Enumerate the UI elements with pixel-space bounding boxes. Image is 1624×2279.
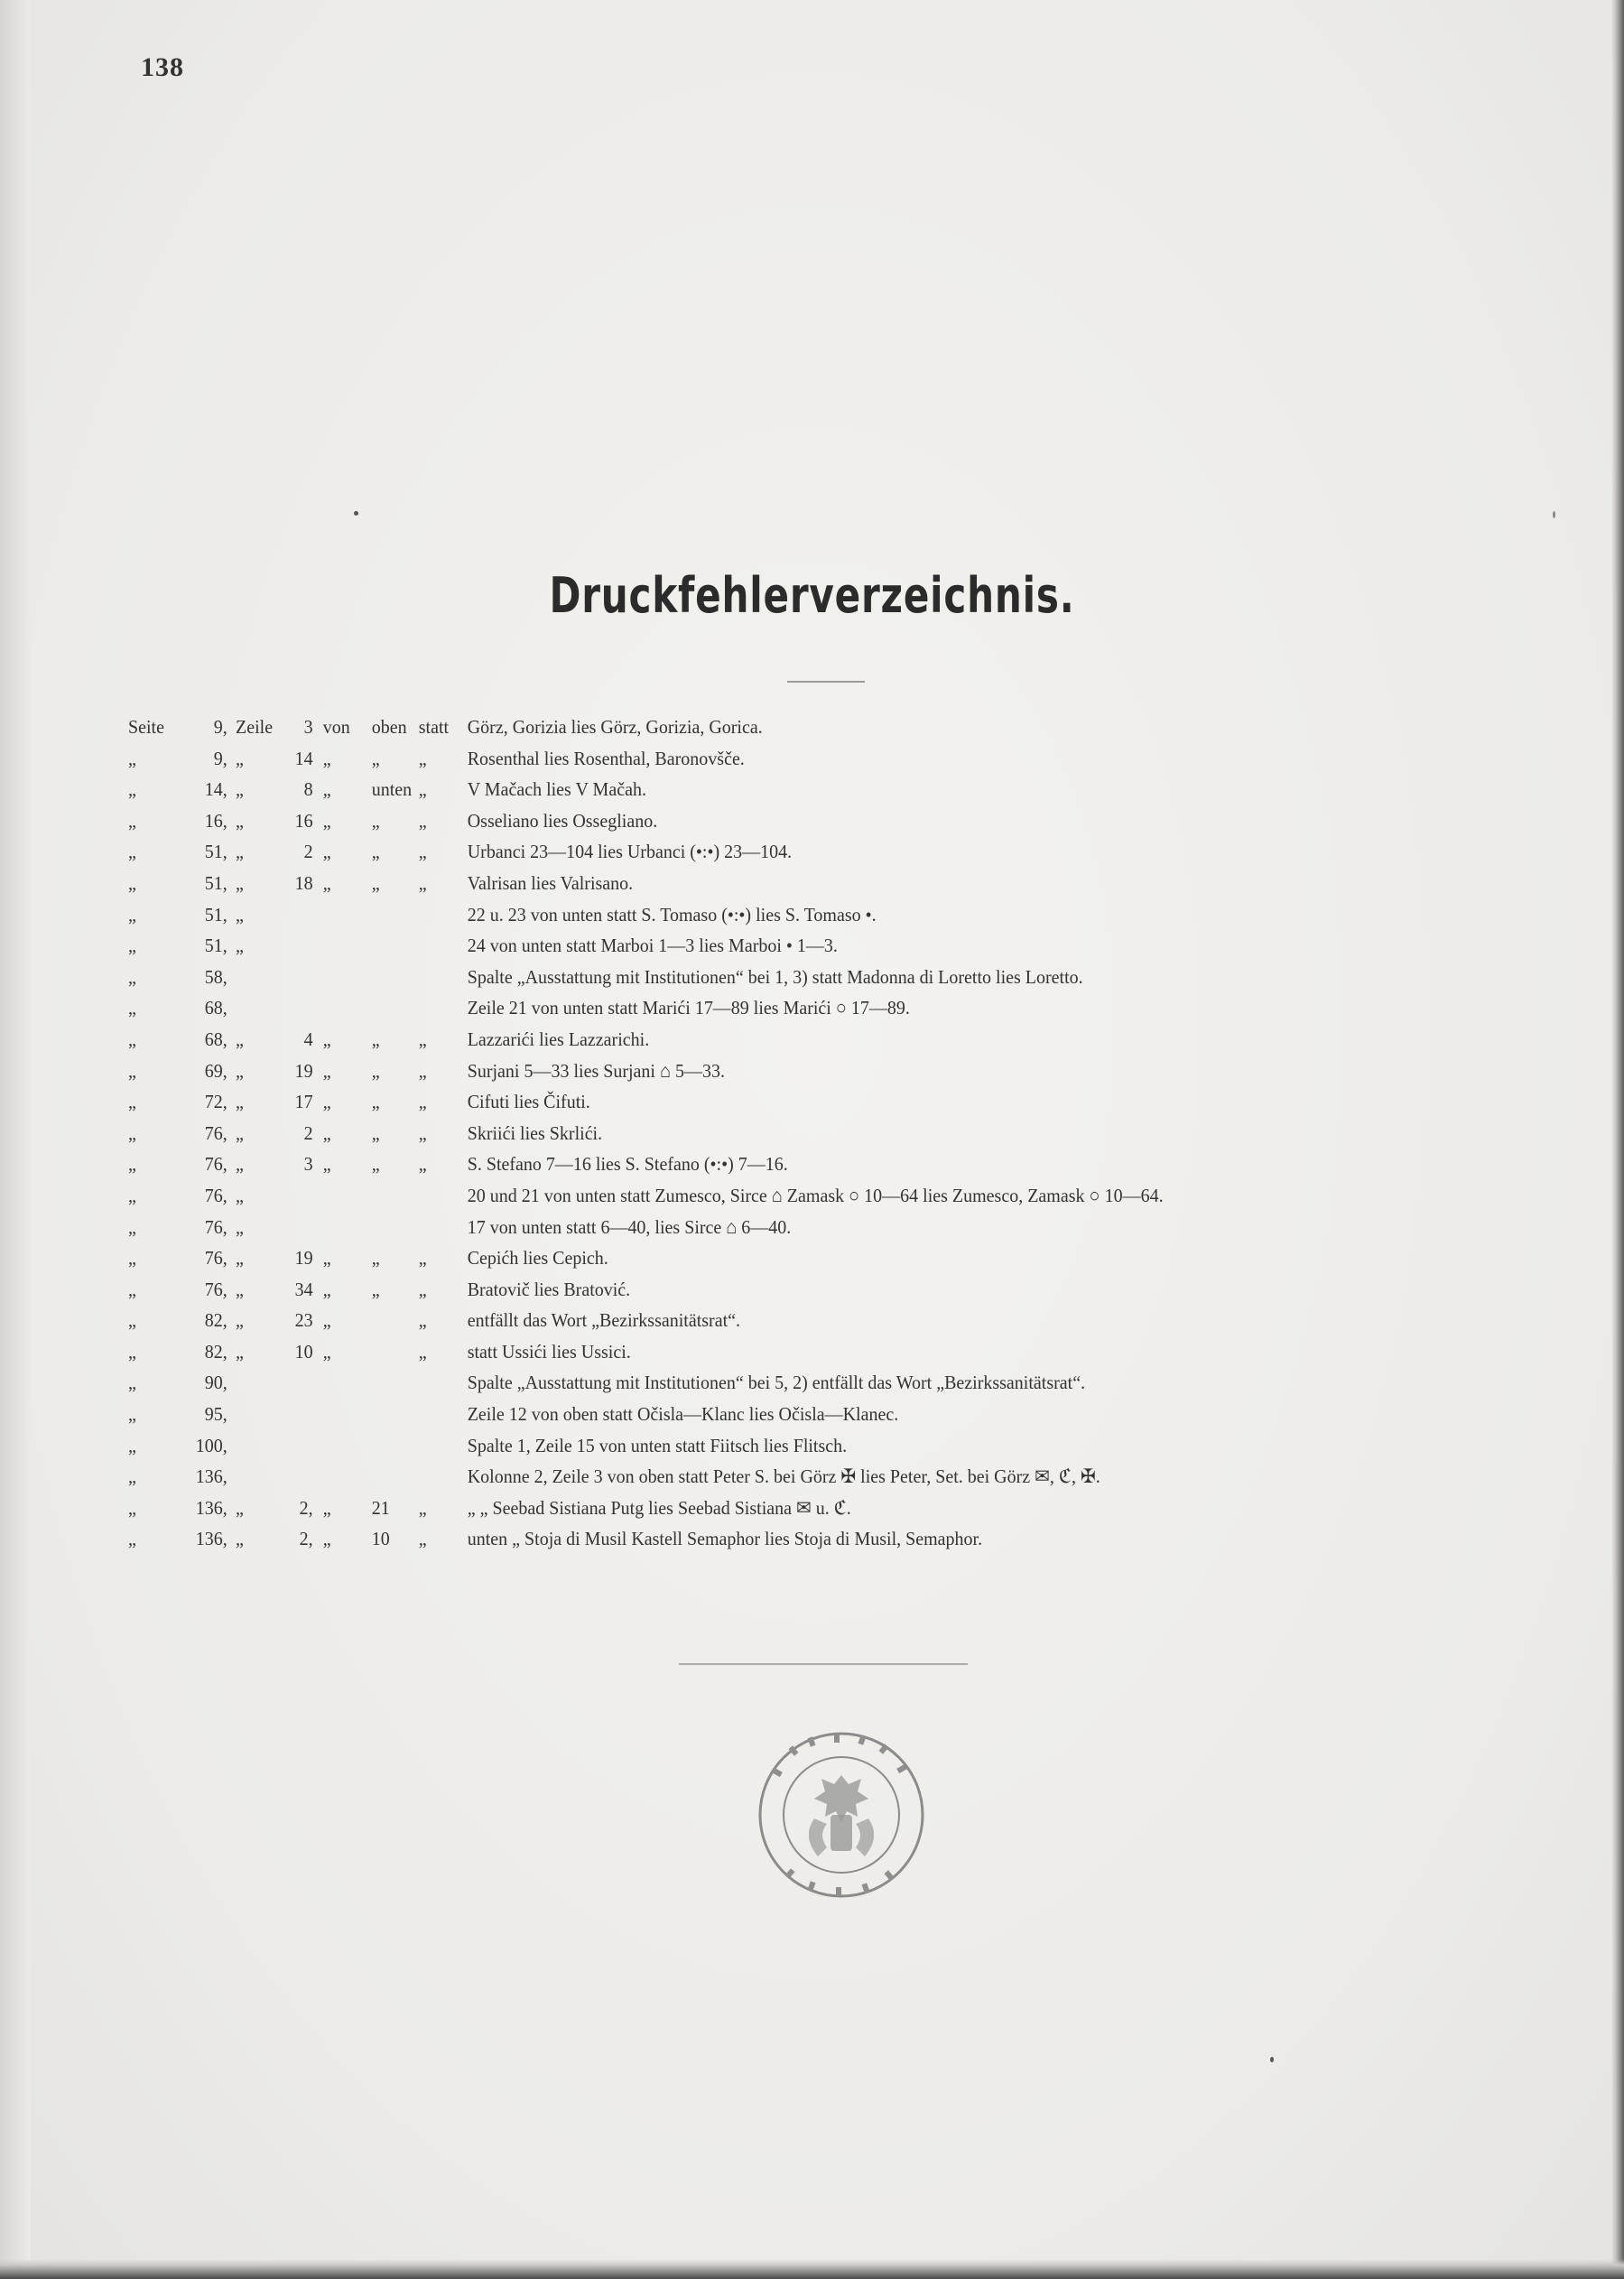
entry-c1: „ — [128, 809, 136, 832]
entry-correction-text: Spalte „Ausstattung mit Institutionen“ bei 1, 3) statt Madonna di Loretto lies Loretto. — [467, 965, 1083, 988]
entry-c3: „ — [236, 1278, 244, 1300]
entry-c1: „ — [128, 1528, 136, 1550]
errata-entry — [128, 1461, 1321, 1493]
entry-correction-text: entfällt das Wort „Bezirkssanitätsrat“. — [467, 1309, 741, 1332]
entry-correction-text: Spalte 1, Zeile 15 von unten statt Fiitsch lies Flitsch. — [467, 1434, 848, 1456]
entry-c5: „ — [322, 871, 331, 894]
entry-c1: „ — [128, 1465, 136, 1488]
entry-c7: „ — [418, 1121, 427, 1144]
errata-entry — [128, 774, 1321, 805]
entry-c5 — [323, 1212, 372, 1243]
entry-c7: statt — [418, 716, 450, 738]
entry-c6: „ — [371, 871, 380, 894]
entry-c3 — [236, 1461, 278, 1493]
entry-correction-text: S. Stefano 7—16 lies S. Stefano (•:•) 7—16. — [467, 1153, 788, 1176]
entry-c1: „ — [128, 1403, 136, 1426]
entry-c2: 72, — [204, 1091, 227, 1113]
entry-correction-text: 20 und 21 von unten statt Zumesco, Sirce ⌂ Zamask ○ 10—64 lies Zumesco, Zamask ○ 10—64. — [467, 1184, 1164, 1206]
entry-c2: 90, — [204, 1372, 227, 1394]
entry-c3 — [236, 1367, 278, 1399]
errata-entry — [128, 1024, 1321, 1056]
entry-c2: 68, — [204, 1028, 227, 1050]
errata-entry — [128, 1056, 1321, 1087]
entry-c7: „ — [418, 1028, 427, 1050]
entry-c7 — [419, 1430, 468, 1462]
errata-entry — [128, 805, 1321, 837]
entry-correction-text: Valrisan lies Valrisano. — [467, 871, 634, 894]
entry-c6 — [372, 930, 419, 962]
entry-c5: „ — [322, 1247, 331, 1270]
entry-c7 — [419, 1180, 468, 1212]
entry-c3: „ — [236, 1247, 244, 1270]
entry-c2: 95, — [204, 1403, 227, 1426]
entry-c2: 51, — [204, 903, 227, 926]
entry-c6 — [372, 1367, 419, 1399]
entry-c4 — [278, 1461, 323, 1493]
entry-c6: unten — [371, 778, 413, 801]
entry-c4: 2 — [303, 841, 313, 863]
entry-c4 — [278, 1180, 323, 1212]
entry-c4: 19 — [294, 1059, 313, 1082]
entry-c1: „ — [128, 1309, 136, 1332]
entry-c3: „ — [236, 1091, 244, 1113]
entry-c7: „ — [418, 809, 427, 832]
entry-c3: „ — [236, 1215, 244, 1238]
entry-c4: 4 — [303, 1028, 313, 1050]
entry-c6 — [372, 992, 419, 1024]
entry-c2: 76, — [204, 1184, 227, 1206]
entry-c5: von — [322, 716, 350, 738]
entry-c7 — [419, 899, 468, 931]
entry-c2: 68, — [204, 997, 227, 1019]
entry-c7: „ — [418, 1278, 427, 1300]
entry-correction-text: Zeile 21 von unten statt Marići 17—89 lies Marići ○ 17—89. — [467, 997, 910, 1019]
entry-c7: „ — [418, 871, 427, 894]
entry-c3: „ — [236, 935, 244, 957]
scan-speck — [354, 511, 358, 516]
errata-entry — [128, 1305, 1321, 1336]
entry-c5 — [323, 962, 372, 993]
errata-entry — [128, 1399, 1321, 1430]
entry-c3: „ — [236, 1528, 244, 1550]
entry-c2: 51, — [204, 841, 227, 863]
errata-entry — [128, 1180, 1321, 1212]
entry-c6 — [372, 1212, 419, 1243]
errata-entry — [128, 962, 1321, 993]
entry-c6 — [372, 1305, 419, 1336]
entry-c5: „ — [322, 1091, 331, 1113]
library-stamp-seal-icon — [755, 1728, 928, 1902]
entry-c6: „ — [371, 1153, 380, 1176]
entry-c5 — [323, 930, 372, 962]
entry-c2: 76, — [204, 1247, 227, 1270]
entry-c3: „ — [236, 747, 244, 769]
entry-c7: „ — [418, 841, 427, 863]
entry-c3: „ — [236, 871, 244, 894]
entry-c2: 76, — [204, 1278, 227, 1300]
errata-entry — [128, 1493, 1321, 1524]
entry-c4: 34 — [294, 1278, 313, 1300]
entry-c1: „ — [128, 1091, 136, 1113]
entry-c3 — [236, 1399, 278, 1430]
entry-c6 — [372, 1336, 419, 1368]
entry-c7: „ — [418, 747, 427, 769]
entry-c1: „ — [128, 935, 136, 957]
entry-c4: 3 — [303, 716, 313, 738]
errata-entry — [128, 836, 1321, 868]
entry-c7: „ — [418, 1059, 427, 1082]
entry-c7 — [419, 1399, 468, 1430]
entry-c4: 8 — [303, 778, 313, 801]
entry-correction-text: Surjani 5—33 lies Surjani ⌂ 5—33. — [467, 1059, 725, 1082]
entry-c2: 9, — [213, 716, 227, 738]
entry-c6: „ — [371, 1091, 380, 1113]
entry-c7: „ — [418, 1153, 427, 1176]
entry-c4 — [278, 1367, 323, 1399]
entry-c4: 2, — [299, 1496, 313, 1519]
entry-c1: „ — [128, 997, 136, 1019]
entry-correction-text: Urbanci 23—104 lies Urbanci (•:•) 23—104. — [467, 841, 793, 863]
entry-c5 — [323, 1367, 372, 1399]
entry-correction-text: Lazzarići lies Lazzarichi. — [467, 1028, 650, 1050]
entry-c3: „ — [236, 1340, 244, 1363]
entry-c4: 2 — [303, 1121, 313, 1144]
entry-c1: „ — [128, 747, 136, 769]
entry-c4: 23 — [294, 1309, 313, 1332]
entry-c4 — [278, 1212, 323, 1243]
entry-c7: „ — [418, 1309, 427, 1332]
entry-c4: 16 — [294, 809, 313, 832]
entry-c5 — [323, 1461, 372, 1493]
entry-c1: „ — [128, 1059, 136, 1082]
entry-c2: 58, — [204, 965, 227, 988]
entry-c6: „ — [371, 809, 380, 832]
entry-c6: 21 — [371, 1496, 390, 1519]
entry-c2: 82, — [204, 1309, 227, 1332]
errata-entry — [128, 868, 1321, 899]
entry-c6: „ — [371, 1278, 380, 1300]
entry-c3: „ — [236, 1153, 244, 1176]
entry-c7: „ — [418, 1496, 427, 1519]
entry-c1: „ — [128, 1247, 136, 1270]
entry-c1: „ — [128, 965, 136, 988]
entry-c2: 16, — [204, 809, 227, 832]
entry-c4 — [278, 1430, 323, 1462]
page-bottom-edge — [0, 2259, 1624, 2279]
entry-c1: „ — [128, 1153, 136, 1176]
entry-c1: „ — [128, 903, 136, 926]
entry-c4: 14 — [294, 747, 313, 769]
entry-c2: 136, — [195, 1496, 227, 1519]
entry-correction-text: Cepićh lies Cepich. — [467, 1247, 608, 1270]
entry-c4 — [278, 992, 323, 1024]
page-left-shadow — [0, 0, 31, 2279]
entry-c3: „ — [236, 903, 244, 926]
entry-c5: „ — [322, 1278, 331, 1300]
entry-correction-text: 24 von unten statt Marboi 1—3 lies Marboi • 1—3. — [467, 935, 838, 957]
entry-c3 — [236, 962, 278, 993]
entry-c1: „ — [128, 1028, 136, 1050]
errata-entry — [128, 1430, 1321, 1462]
entry-c2: 69, — [204, 1059, 227, 1082]
entry-c4: 19 — [294, 1247, 313, 1270]
errata-entry — [128, 743, 1321, 775]
entry-c6 — [372, 1430, 419, 1462]
errata-entry — [128, 712, 1321, 743]
entry-c2: 76, — [204, 1121, 227, 1144]
errata-entry — [128, 1367, 1321, 1399]
entry-c6 — [372, 1461, 419, 1493]
entry-c4: 3 — [303, 1153, 313, 1176]
entry-c6: „ — [371, 747, 380, 769]
entry-c2: 14, — [204, 778, 227, 801]
entry-c7: „ — [418, 1340, 427, 1363]
entry-correction-text: 22 u. 23 von unten statt S. Tomaso (•:•) lies S. Tomaso •. — [467, 903, 877, 926]
errata-entry — [128, 1274, 1321, 1306]
entry-c1: „ — [128, 1372, 136, 1394]
entry-c1: „ — [128, 1184, 136, 1206]
entry-c5: „ — [322, 1496, 331, 1519]
entry-c7: „ — [418, 1528, 427, 1550]
entry-correction-text: Kolonne 2, Zeile 3 von oben statt Peter S. bei Görz ✠ lies Peter, Set. bei Görz ✉, ℭ, ✠. — [467, 1465, 1100, 1488]
errata-entry — [128, 1523, 1321, 1555]
errata-entry — [128, 1118, 1321, 1149]
entry-c6 — [372, 1399, 419, 1430]
entry-c6: 10 — [371, 1528, 390, 1550]
entry-c4 — [278, 962, 323, 993]
errata-entry — [128, 1212, 1321, 1243]
entry-c5: „ — [322, 1340, 331, 1363]
entry-c2: 82, — [204, 1340, 227, 1363]
entry-c5: „ — [322, 1153, 331, 1176]
errata-entry — [128, 899, 1321, 931]
entry-correction-text: Bratovič lies Bratović. — [467, 1278, 631, 1300]
entry-c7: „ — [418, 1247, 427, 1270]
entry-c6: „ — [371, 841, 380, 863]
entry-c5 — [323, 899, 372, 931]
errata-entry — [128, 1149, 1321, 1180]
entry-c5 — [323, 992, 372, 1024]
entry-c1: „ — [128, 1215, 136, 1238]
entry-correction-text: unten „ Stoja di Musil Kastell Semaphor lies Stoja di Musil, Semaphor. — [467, 1528, 983, 1550]
entry-c6: „ — [371, 1028, 380, 1050]
entry-c7 — [419, 1367, 468, 1399]
entry-correction-text: statt Ussići lies Ussici. — [467, 1340, 631, 1363]
entry-c3 — [236, 1430, 278, 1462]
entry-correction-text: Cifuti lies Čifuti. — [467, 1091, 590, 1113]
entry-c3: „ — [236, 1184, 244, 1206]
scan-speck — [1270, 2057, 1274, 2062]
entry-c3: „ — [236, 1121, 244, 1144]
entry-c4 — [278, 930, 323, 962]
entry-c7 — [419, 1212, 468, 1243]
bottom-divider — [679, 1663, 968, 1665]
entry-c3: „ — [236, 841, 244, 863]
entry-c3: „ — [236, 1059, 244, 1082]
errata-list — [128, 712, 1321, 1555]
entry-c5 — [323, 1180, 372, 1212]
entry-c7 — [419, 992, 468, 1024]
entry-c3: „ — [236, 778, 244, 801]
entry-c1: „ — [128, 1278, 136, 1300]
entry-c2: 76, — [204, 1215, 227, 1238]
page-title: Druckfehlerverzeichnis. — [549, 567, 1075, 624]
entry-c4: 2, — [299, 1528, 313, 1550]
entry-c4: 10 — [294, 1340, 313, 1363]
errata-entry — [128, 1336, 1321, 1368]
entry-c4 — [278, 899, 323, 931]
entry-c7 — [419, 930, 468, 962]
errata-entry — [128, 1086, 1321, 1118]
entry-c5: „ — [322, 778, 331, 801]
entry-c2: 76, — [204, 1153, 227, 1176]
entry-c1: Seite — [128, 716, 164, 738]
entry-correction-text: Görz, Gorizia lies Görz, Gorizia, Gorica. — [467, 716, 763, 738]
entry-c2: 136, — [195, 1465, 227, 1488]
errata-entry — [128, 930, 1321, 962]
entry-c4: 18 — [294, 871, 313, 894]
entry-c2: 136, — [195, 1528, 227, 1550]
entry-c3: Zeile — [236, 716, 274, 738]
entry-c7 — [419, 962, 468, 993]
entry-c3: „ — [236, 1309, 244, 1332]
entry-c5 — [323, 1430, 372, 1462]
entry-correction-text: 17 von unten statt 6—40, lies Sirce ⌂ 6—40. — [467, 1215, 792, 1238]
entry-c6: oben — [371, 716, 407, 738]
entry-c5 — [323, 1399, 372, 1430]
entry-c6: „ — [371, 1247, 380, 1270]
entry-c7 — [419, 1461, 468, 1493]
entry-correction-text: V Mačach lies V Mačah. — [467, 778, 646, 801]
entry-c5: „ — [322, 841, 331, 863]
entry-c1: „ — [128, 1121, 136, 1144]
entry-c5: „ — [322, 1528, 331, 1550]
entry-correction-text: Zeile 12 von oben statt Očisla—Klanc lies Očisla—Klanec. — [467, 1403, 899, 1426]
entry-correction-text: Spalte „Ausstattung mit Institutionen“ bei 5, 2) entfällt das Wort „Bezirkssanitätsrat“. — [467, 1372, 1086, 1394]
entry-c3: „ — [236, 1028, 244, 1050]
entry-c1: „ — [128, 1434, 136, 1456]
entry-c4: 17 — [294, 1091, 313, 1113]
entry-correction-text: Skriići lies Skrlići. — [467, 1121, 603, 1144]
page-number: 138 — [141, 52, 184, 82]
title-divider — [787, 681, 865, 683]
entry-correction-text: Rosenthal lies Rosenthal, Baronovšče. — [467, 747, 745, 769]
errata-entry — [128, 992, 1321, 1024]
entry-c5: „ — [322, 1309, 331, 1332]
entry-c3: „ — [236, 1496, 244, 1519]
entry-c1: „ — [128, 841, 136, 863]
scan-speck — [1553, 511, 1555, 518]
entry-c3 — [236, 992, 278, 1024]
entry-c2: 51, — [204, 935, 227, 957]
entry-c6 — [372, 962, 419, 993]
entry-c7: „ — [418, 1091, 427, 1113]
entry-c2: 51, — [204, 871, 227, 894]
entry-c1: „ — [128, 871, 136, 894]
entry-c2: 9, — [213, 747, 227, 769]
errata-entry — [128, 1242, 1321, 1274]
entry-correction-text: „ „ Seebad Sistiana Putg lies Seebad Sistiana ✉ u. ℭ. — [467, 1496, 851, 1519]
entry-c5: „ — [322, 1028, 331, 1050]
entry-c4 — [278, 1399, 323, 1430]
entry-c1: „ — [128, 1496, 136, 1519]
entry-c5: „ — [322, 1059, 331, 1082]
entry-c3: „ — [236, 809, 244, 832]
entry-c5: „ — [322, 747, 331, 769]
entry-c2: 100, — [195, 1434, 227, 1456]
entry-correction-text: Osseliano lies Ossegliano. — [467, 809, 658, 832]
page-right-edge — [1611, 0, 1624, 2279]
entry-c5: „ — [322, 1121, 331, 1144]
entry-c1: „ — [128, 1340, 136, 1363]
entry-c1: „ — [128, 778, 136, 801]
entry-c5: „ — [322, 809, 331, 832]
entry-c7: „ — [418, 778, 427, 801]
entry-c6: „ — [371, 1121, 380, 1144]
entry-c6: „ — [371, 1059, 380, 1082]
entry-c6 — [372, 899, 419, 931]
entry-c6 — [372, 1180, 419, 1212]
